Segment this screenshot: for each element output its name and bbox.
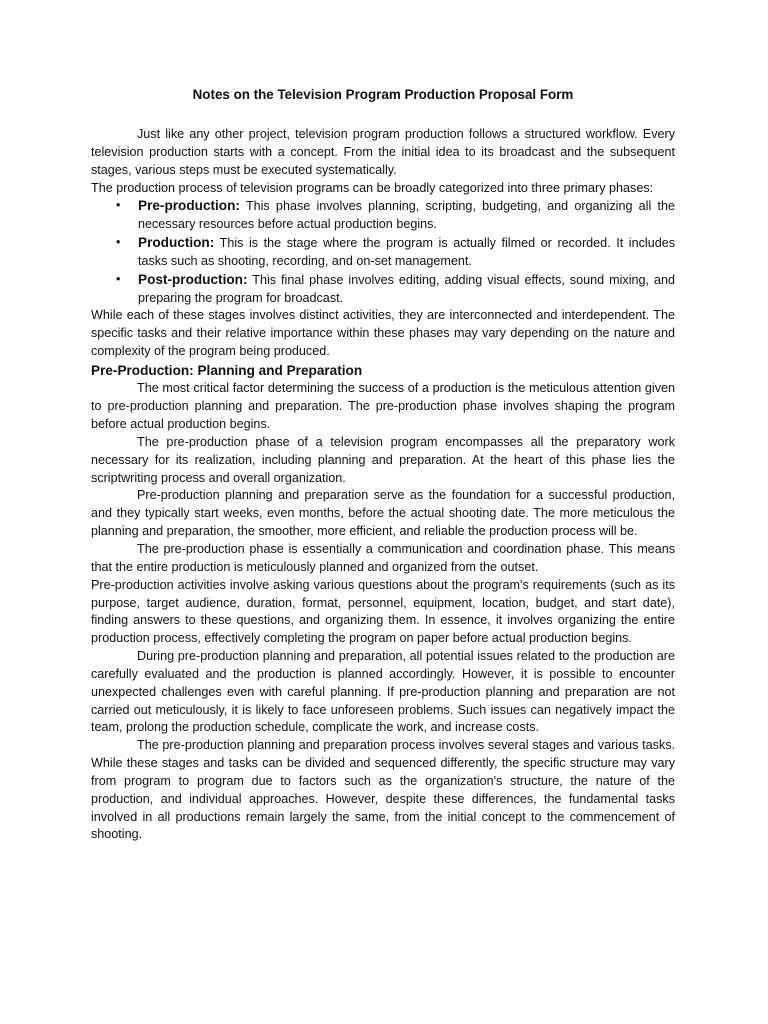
list-item [116, 197, 675, 234]
section-paragraph: During pre-production planning and preparation, all potential issues related to the production are carefully evaluated and the production is planned accordingly. However, it is possible to encounter unexpected challenges even with careful planning. If pre-production planning and preparation are not carried out meticulously, it is likely to face unforeseen problems. Such issues can negatively impact the team, prolong the production schedule, complicate the work, and increase costs. [91, 649, 675, 735]
phases-list [91, 197, 675, 307]
document-title: Notes on the Television Program Production Proposal Form [192, 87, 574, 102]
phase-description: This final phase involves editing, adding visual effects, sound mixing, and preparing the program for broadcast. [138, 272, 675, 305]
section-paragraph: The pre-production phase is essentially a communication and coordination phase. This means that the entire production is meticulously planned and organized from the outset. [91, 541, 675, 574]
document-page [91, 86, 675, 844]
phase-description: This phase involves planning, scripting, budgeting, and organizing all the necessary resources before actual production begins. [138, 199, 675, 232]
phase-term: Post-production: [138, 271, 248, 287]
section-paragraph: Pre-production planning and preparation serve as the foundation for a successful production, and they typically start weeks, even months, before the actual shooting date. The more meticulous the planning and preparation, the smoother, more efficient, and reliable the production process will be. [91, 488, 675, 539]
phase-term: Pre-production: [138, 198, 240, 214]
phases-intro-paragraph: The production process of television programs can be broadly categorized into three primary phases: [91, 180, 654, 195]
bullet-glyph: • [116, 198, 121, 213]
section-paragraph: Pre-production activities involve asking various questions about the program's requirements (such as its purpose, target audience, duration, format, personnel, equipment, location, budget, and start date), finding answers to these questions, and organizing them. In essence, it involves organizing the entire production process, effectively completing the program on paper before actual production begins. [91, 577, 675, 646]
section-paragraph: The pre-production planning and preparation process involves several stages and various tasks. While these stages and tasks can be divided and sequenced differently, the specific structure may vary from program to program due to factors such as the organization's structure, the nature of the production, and individual approaches. However, despite these differences, the fundamental tasks involved in all productions remain largely the same, from the initial concept to the commencement of shooting. [91, 738, 675, 842]
section-paragraph: The most critical factor determining the success of a production is the meticulous attention given to pre-production planning and preparation. The pre-production phase involves shaping the program before actual production begins. [91, 381, 675, 432]
section-heading: Pre-Production: Planning and Preparation [91, 362, 363, 378]
interconnected-paragraph: While each of these stages involves distinct activities, they are interconnected and interdependent. The specific tasks and their relative importance within these phases may vary depending on the nature and complexity of the program being produced. [91, 308, 675, 359]
section-paragraph: The pre-production phase of a television program encompasses all the preparatory work necessary for its realization, including planning and preparation. At the heart of this phase lies the scriptwriting process and overall organization. [91, 434, 675, 485]
intro-paragraph: Just like any other project, television program production follows a structured workflow. Every television production starts with a concept. From the initial idea to its broadcast and the subsequent stages, various steps must be executed systematically. [91, 127, 675, 177]
phase-description: This is the stage where the program is actually filmed or recorded. It includes tasks such as shooting, recording, and on-set management. [138, 236, 675, 268]
list-item [116, 234, 675, 271]
list-item [116, 271, 675, 308]
phase-term: Production: [138, 235, 215, 251]
bullet-glyph: • [116, 235, 121, 250]
bullet-glyph: • [116, 271, 121, 286]
